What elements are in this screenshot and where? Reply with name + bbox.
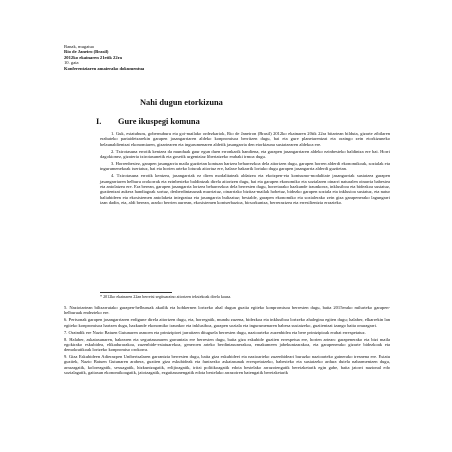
section-number: I. bbox=[96, 117, 102, 126]
paragraph: 1. Guk, estatuburu, gobernuburu eta goi-mailako ordezkariok, Rio de Janeiron (Brasil) 2012ko ekainaren 20tik 22ra bitartean bilduta, gizarte zibilaren erabateko partaidetzarekin garapen jasangarriaren aldeko konpromisoa berritzen dugu, bai eta gure planetarentzat eta oraingo zein etorkizuneko belaunaldientzat ekonomiaren, gizartearen eta ingurumenaren aldetik jasangarria den etorkizuna sustatzearen aldekoa ere. bbox=[100, 131, 390, 147]
footnote-divider bbox=[100, 292, 172, 293]
footnote: * 2012ko ekainaren 22an berretsi segituaraino aitortzen tekstekoak direla kausa. bbox=[100, 294, 232, 299]
paragraph: 5. Naziotartean biltzarrutako garapen-helburuak akatlik eta hobkernen lortzeko ahal dugun guztia egiteko konpromisoa berresten dugu, baita 2015erako milurteko garapen-helburuak endezteko ere. bbox=[64, 305, 390, 316]
document-header bbox=[64, 44, 144, 71]
header-dates: 2012ko ekainaren 21etik 22ra bbox=[64, 54, 122, 60]
section-title: Gure ikuspegi komuna bbox=[118, 117, 200, 126]
paragraph: 3. Horrenbestez, garapen jasangarria maila guztietan kontuan hartzea beharrezkoa dela aitortzen dugu, garapen horren alderdi ekonomikoak, sozialak eta ingurumenekoak txertatuz, bai eta horien arteko loturak aitortuz ere, halaxe bakarrik lortuko dugu garapen jasangarria alderdi guztietan. bbox=[100, 160, 390, 172]
header-doc-type: Konferentziaren amaierako dokumentua bbox=[64, 65, 145, 71]
paragraph: 6. Pertsonak garapen jasangarriaren erdigune direla aitortzen dugu, eta, horregatik, mundu zuzena, bidezkoa eta inklusiboa lortzeko ahaleginа egiten dugu; halaber, elkarrekin lan egiteko konpromisoa hartzen dugu, hazkunde ekonomiko iraunkor eta inklusiboa, garapen soziala eta ingurumenaren babesa sustatzeko, guztientzat izango baita onuragarri. bbox=[64, 317, 390, 328]
document-title: Nahi dugun etorkizuna bbox=[140, 98, 223, 107]
paragraph: 4. Txirotasuna errotik kentzea, jasangarriak ez diren modalitateak aldatzea eta ekoizpen-eta kontsumo-modalitate jasangarriak sustatzea garapen jasangarriaren helburu orokorrak eta ezinbesteko baldintzak direla aitortzen dugu, bai eta garapen ekonomiko eta sozialaren oinarri naturalen oinarria babestea eta antolatzea ere. Era berean, garapen jasangarria lortzea beharrezkoa dela berresten dugu, horretarako hazkunde iraunkorra, inklusiboa eta bidezkoa sustatuz, guztientzat aukera handiagoak sortuz, desberdintasunak murriztuz, oinarrizko bizitza-mailak hobetuz, bidezko garapen soziala eta inklusioa sustatuz, eta natur baliabideen eta ekosistemen antolaketa integratua eta jasangarria bultzatuz; bestalde, garapen ekonomiko eta sozialerako zein giza garapenerako lagungarri izan dadin, eta, aldi berean, ararko berrien aurrean, ekosistemen kontserbazioa, birsorkuntza, berreraztzea eta erresilientzia errazteko. bbox=[100, 173, 390, 205]
header-distribution: Banak, mugatua bbox=[64, 44, 94, 49]
paragraph: 9. Giza Eskubideen Adierazpen Unibertsalaren garrantzia berresten dugu, baita giza eskubideei eta nazioarteko zuzenbideari buruzko nazioarteko gainerako tresnena ere. Estatu guztiek, Nazio Batuen Gutunaren arabera, guztien giza eskubideak eta funtsezko askatasunak errespetatzeko, babesteko eta sustatzeko ardura dutela nabarmentzen dugu, arrazagatik, koloreagatik, sexuagatik, hizkuntzagatik, erlijioagatik, iritzi politikoagatik edota bestelako arrazoiengatik bereizketarik egin gabe, baita jatorri nazional edo sozialagatik, gaitasun ekonomikoagatik, jaiotzagatik, ezgaitasunengatik edota bestelako arrazoiren batengatik bereizketarik bbox=[64, 354, 390, 376]
indented-paragraphs bbox=[100, 131, 390, 207]
paragraph: 8. Halaber, askatasunaren, bakearen eta segurtasunaren garrantzia ere berresten dugu, baita giza eskubide guztien errespetua ere, horien artean: garapenerako eta bizi maila egokirako eskubidea, elikadurarakoa, zuzenbide-estatuarekoa, generoen arteko berdintasunerakoa, emakumeen jabekuntzarakoa, eta garapenerako gizarte bidezkoak eta demokratikoak lortzeko konpromiso orokorra. bbox=[64, 336, 390, 353]
header-agenda-item: 10. gaia bbox=[64, 60, 79, 66]
section-heading bbox=[96, 117, 200, 126]
header-location: Rio de Janeiro (Brasil) bbox=[64, 49, 109, 55]
paragraph: 7. Oraindik ere Nazio Batuen Gutunaren asmoen eta printzipioei jarraitzen dituguela berresten dugu, nazioarteko zuzenbidea eta bere printzipioak erabat errespetatuz. bbox=[64, 329, 366, 335]
outdented-paragraphs bbox=[64, 305, 390, 377]
paragraph: 2. Txirotasuna errotik kentzea da munduak gaur egun duen erronkarik handiena, eta garapen jasangarriaren aldeko ezinbesteko baldintza ere bai. Horri dagokionez, gizateria txirotasunetik eta gosetik urgentziaz libertatzeko erabaki irmoa dugu. bbox=[100, 148, 390, 159]
